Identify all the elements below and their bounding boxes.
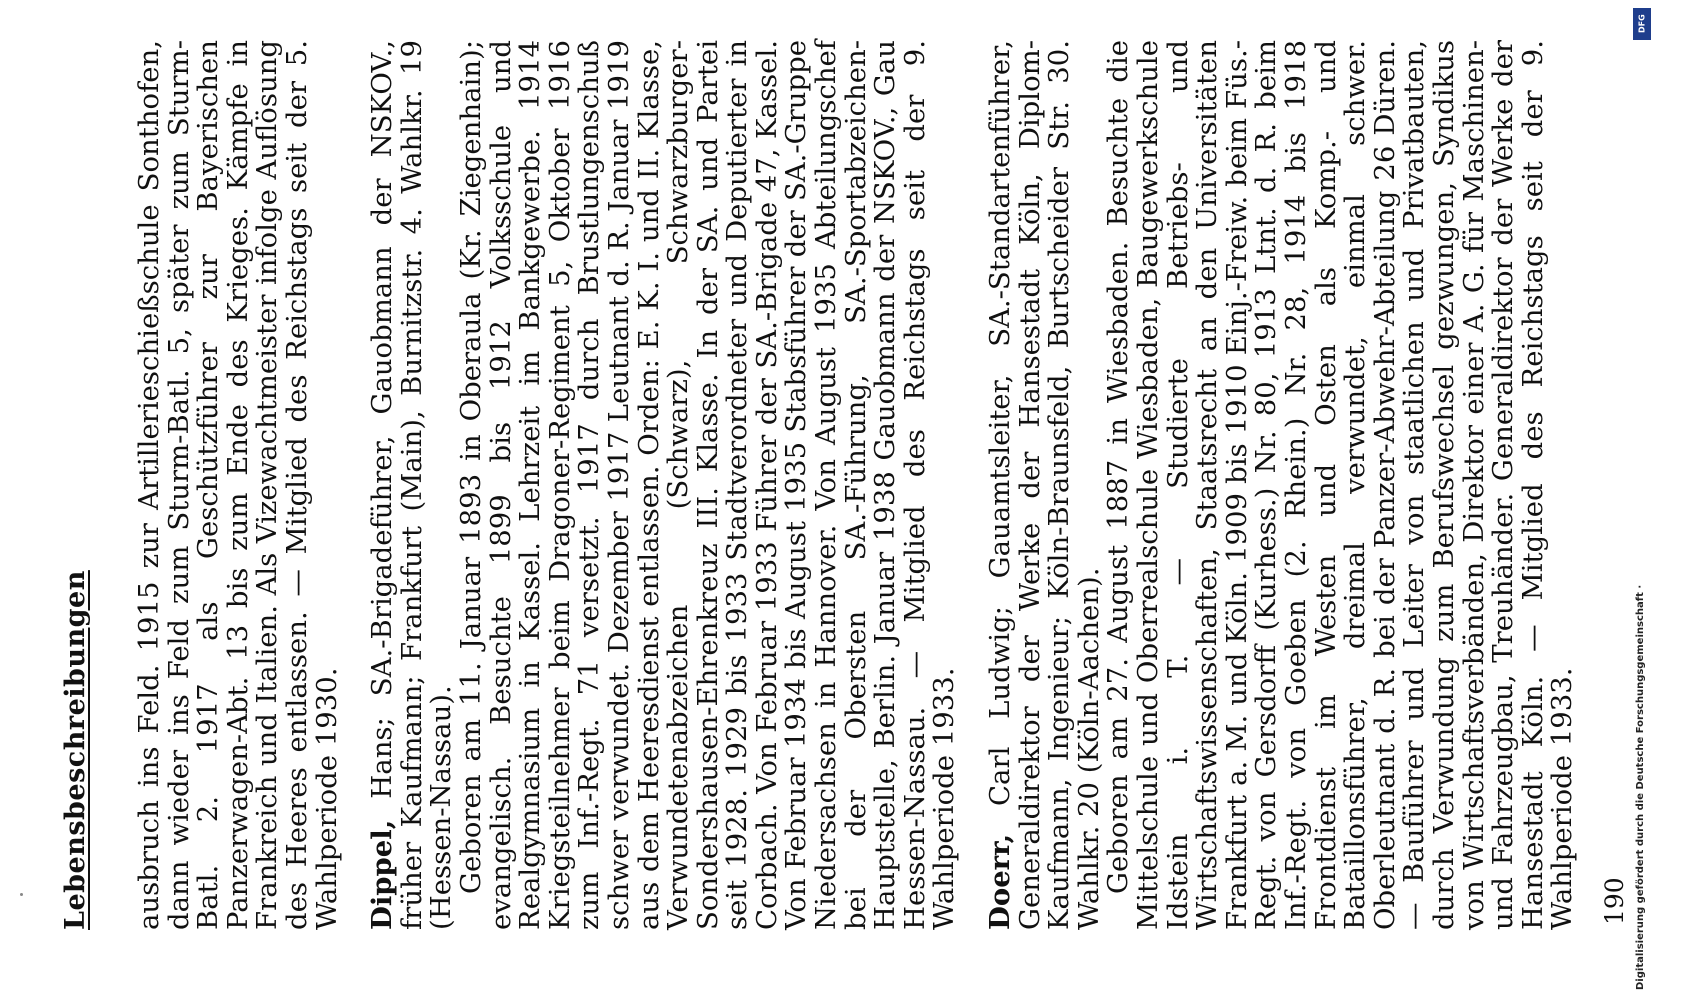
page-number: 190	[1600, 877, 1629, 925]
digitization-credit	[1635, 10, 1651, 990]
entry-name: Dippel,	[366, 819, 399, 930]
page-title: Lebensbeschreibungen	[60, 570, 91, 930]
digitization-credit-text: Digitalisierung gefördert durch die Deutsche Forschungsgemeinschaft ·	[1635, 584, 1646, 990]
entry-name: Doerr,	[984, 833, 1017, 930]
entry-heading: Carl Ludwig; Gauamtsleiter, SA.-Standartenführer, Generaldirektor der Werke der Hansestadt Köln, Diplom-Kaufmann, Ingenieur; Köln-Braunsfeld, Burtscheider Str. 30. Wahlkr. 20 (Köln-Aachen).	[984, 40, 1105, 930]
biography-entry-dippel	[368, 40, 960, 930]
biography-entry-doerr	[986, 40, 1578, 930]
dfg-logo: DFG	[1633, 8, 1651, 40]
entry-body: Geboren am 11. Januar 1893 in Oberaula (Kr. Ziegenhain); evangelisch. Besuchte 1899 bis 1912 Volksschule und Realgymnasium in Kassel. Lehrzeit im Bankgewerbe. 1914 Kriegsteilnehmer beim Dragoner-Regiment 5, Oktober 1916 zum Inf.-Regt. 71 versetzt. 1917 durch Brustlungenschuß schwer verwundet. Dezember 1917 Leutnant d. R. Januar 1919 aus dem Heeresdienst entlassen. Orden: E. K. I. und II. Klasse, Verwundetenabzeichen (Schwarz), Schwarzburger-Sondershausen-Ehrenkreuz III. Klasse. In der SA. und Partei seit 1928. 1929 bis 1933 Stadtverordneter und Deputierter in Corbach. Von Februar 1933 Führer der SA.-Brigade 47, Kassel. Von Februar 1934 bis August 1935 Stabsführer der SA.-Gruppe Niedersachsen in Hannover. Von August 1935 Abteilungschef bei der Obersten SA.-Führung, SA.-Sportabzeichen-Hauptstelle, Berlin. Januar 1938 Gauobmann der NSKOV., Gau Hessen-Nassau. — Mitglied des Reichstags seit der 9. Wahlperiode 1933.	[454, 40, 961, 930]
entry-body: Geboren am 27. August 1887 in Wiesbaden. Besuchte die Mittelschule und Oberrealschule Wiesbaden, Baugewerkschule Idstein i. T. — Studierte Betriebs- und Wirtschaftswissenschaften, Staatsrecht an den Universitäten Frankfurt a. M. und Köln. 1909 bis 1910 Einj.-Freiw. beim Füs.-Regt. von Gersdorff (Kurhess.) Nr. 80, 1913 Ltnt. d. R. beim Inf.-Regt. von Goeben (2. Rhein.) Nr. 28, 1914 bis 1918 Frontdienst im Westen und Osten als Komp.- und Bataillonsführer, dreimal verwundet, einmal schwer. Oberleutnant d. R. bei der Panzer-Abwehr-Abteilung 26 Düren. — Bauführer und Leiter von staatlichen und Privatbauten, durch Verwundung zum Berufswechsel gezwungen, Syndikus von Wirtschaftsverbänden, Direktor einer A. G. für Maschinen- und Fahrzeugbau, Treuhänder. Generaldirektor der Werke der Hansestadt Köln. — Mitglied des Reichstags seit der 9. Wahlperiode 1933.	[1102, 40, 1579, 930]
continuation-paragraph: ausbruch ins Feld. 1915 zur Artillerieschießschule Sonthofen, dann wieder ins Feld zum Sturm-Batl. 5, später zum Sturm-Batl. 2. 1917 als Geschützführer zur Bayerischen Panzerwagen-Abt. 13 bis zum Ende des Krieges. Kämpfe in Frankreich und Italien. Als Vizewachtmeister infolge Auflösung des Heeres entlassen. — Mitglied des Reichstags seit der 5. Wahlperiode 1930.	[133, 40, 343, 930]
scan-speck	[20, 893, 23, 896]
scanned-page	[40, 30, 1660, 990]
page-body	[133, 40, 1579, 930]
entry-heading: Hans; SA.-Brigadeführer, Gauobmann der NSKOV., früher Kaufmann; Frankfurt (Main), Burnitzstr. 4. Wahlkr. 19 (Hessen-Nassau).	[366, 40, 458, 930]
